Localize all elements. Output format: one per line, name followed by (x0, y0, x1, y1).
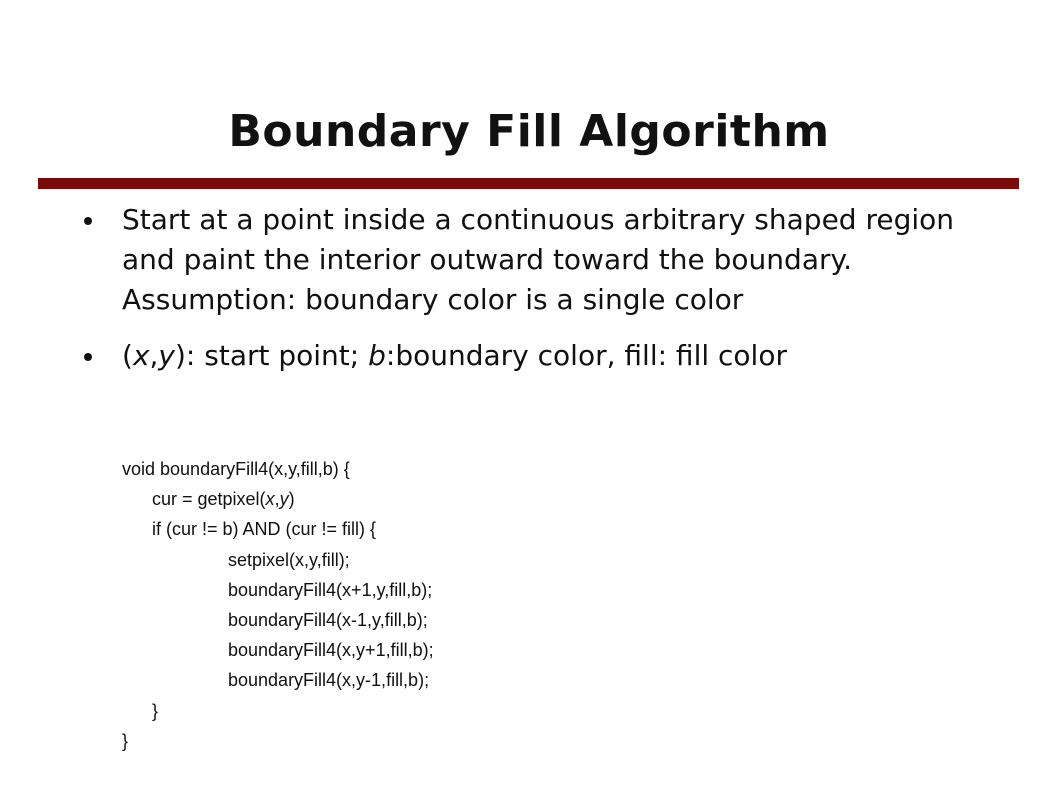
code-line: } (152, 700, 159, 721)
variable-y: y (158, 339, 175, 372)
code-line: boundaryFill4(x,y-1,fill,b); (228, 670, 430, 691)
code-text: , (274, 489, 280, 510)
code-line: boundaryFill4(x+1,y,fill,b); (228, 579, 433, 600)
slide-title: Boundary Fill Algorithm (228, 106, 830, 157)
bullet-text-part: :boundary color, fill: fill color (385, 339, 787, 372)
bullet-item-2 (82, 336, 1012, 376)
code-line: boundaryFill4(x-1,y,fill,b); (228, 609, 428, 630)
code-text: ) (288, 489, 295, 510)
code-line: setpixel(x,y,fill); (228, 549, 350, 570)
code-variable-y: y (279, 489, 289, 510)
variable-x: x (132, 339, 150, 372)
bullet-text: Start at a point inside a continuous arbitrary shaped region and paint the interior outward toward the boundary. Assumption: boundary color is a single color (122, 203, 955, 316)
bullet-text-part: ( (122, 339, 133, 372)
bullet-text-part: , (149, 339, 159, 372)
code-line: void boundaryFill4(x,y,fill,b) { (122, 459, 350, 479)
code-line: if (cur != b) AND (cur != fill) { (152, 519, 377, 540)
title-underline-bar (38, 178, 1019, 189)
bullet-text-part: ): start point; (175, 339, 369, 372)
code-line: } (122, 730, 129, 751)
bullet-point-icon (84, 353, 92, 361)
bullet-item-1 (82, 200, 1012, 320)
variable-b: b (368, 339, 386, 372)
code-line (122, 484, 822, 514)
code-variable-x: x (265, 489, 275, 510)
bullet-text (122, 339, 787, 372)
code-line: boundaryFill4(x,y+1,fill,b); (228, 640, 434, 661)
code-block (122, 454, 822, 756)
code-text: cur = getpixel( (152, 489, 266, 510)
bullet-point-icon (84, 217, 92, 225)
bullet-list (82, 200, 1012, 392)
